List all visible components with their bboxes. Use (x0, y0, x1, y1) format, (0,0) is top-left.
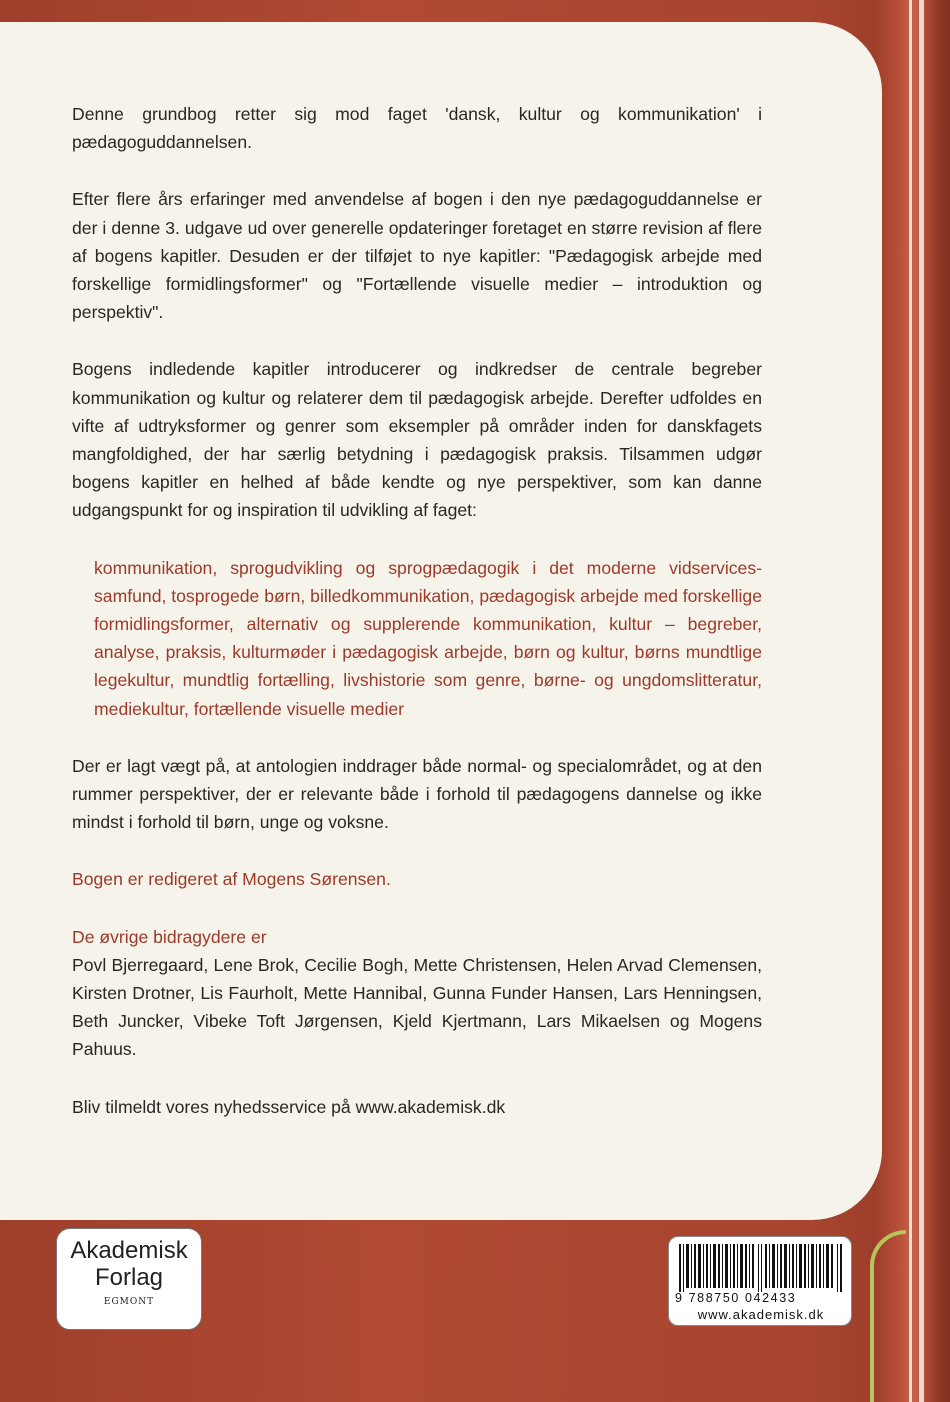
intro-paragraph: Denne grundbog retter sig mod faget 'dansk, kultur og kommunikation' i pædagoguddannelsen. (72, 104, 762, 153)
editor-line: Bogen er redigeret af Mogens Sørensen. (72, 869, 391, 890)
spine-highlight-outer (919, 0, 924, 1402)
spine-green-curve (870, 1230, 906, 1402)
publisher-name-line1: Akademisk (70, 1237, 188, 1264)
publisher-name-line2: Forlag (94, 1264, 164, 1291)
barcode-url: www.akademisk.dk (697, 1307, 825, 1322)
blurb-text (72, 100, 762, 1150)
barcode-icon (679, 1244, 843, 1292)
barcode-number: 9 788750 042433 (675, 1291, 797, 1305)
newsletter-line: Bliv tilmeldt vores nyhedsservice på www.akademisk.dk (72, 1096, 506, 1117)
topics-list: kommunikation, sprogudvikling og sprogpædagogik i det moderne vidservicessamfund, tosprogede børn, billedkommunikation, pædagogisk arbejde med forskellige formidlingsformer, alternativ og supplerende kommunikation, kultur – begreber, analyse, praksis, kulturmøder i pædagogisk arbejde, børn og kultur, børns mundtlige legekultur, mundtlig fortælling, livshistorie som genre, børne- og ungdomslitteratur, mediekultur, fortællende visuelle medier (94, 557, 762, 719)
barcode-label (668, 1236, 852, 1326)
spine-highlight (909, 0, 912, 1402)
publisher-logo (56, 1228, 202, 1330)
contributors-heading: De øvrige bidragydere er (72, 926, 267, 947)
chapters-paragraph: Bogens indledende kapitler introducerer og indkredser de centrale begreber kommunikation og kultur og relaterer dem til pædagogisk arbejde. Derefter udfoldes en vifte af udtryksformer og genrer som eksempler på områder inden for danskfagets mangfoldighed, der har særlig betydning i pædagogisk praksis. Tilsammen udgør bogens kapitler en helhed af både kendte og nye perspektiver, som kan danne udgangspunkt for og inspiration til udvikling af faget: (72, 359, 762, 521)
edition-paragraph: Efter flere års erfaringer med anvendelse af bogen i den nye pædagoguddannelse er der i denne 3. udgave ud over generelle opdateringer foretaget en større revision af flere af bogens kapitler. Desuden er der tilføjet to nye kapitler: "Pædagogisk arbejde med forskellige formidlingsformer" og "Fortællende visuelle medier – introduktion og perspektiv". (72, 189, 762, 323)
emphasis-paragraph: Der er lagt vægt på, at antologien inddrager både normal- og specialområdet, og at den rummer perspektiver, der er relevante både i forhold til pædagogens dannelse og ikke mindst i forhold til børn, unge og voksne. (72, 755, 762, 833)
contributors-list: Povl Bjerregaard, Lene Brok, Cecilie Bogh, Mette Christensen, Helen Arvad Clemensen, Kirsten Drotner, Lis Faurholt, Mette Hannibal, Gunna Funder Hansen, Lars Henningsen, Beth Juncker, Vibeke Toft Jørgensen, Kjeld Kjertmann, Lars Mikaelsen og Mogens Pahuus. (72, 954, 762, 1060)
publisher-sub: EGMONT (103, 1297, 155, 1307)
